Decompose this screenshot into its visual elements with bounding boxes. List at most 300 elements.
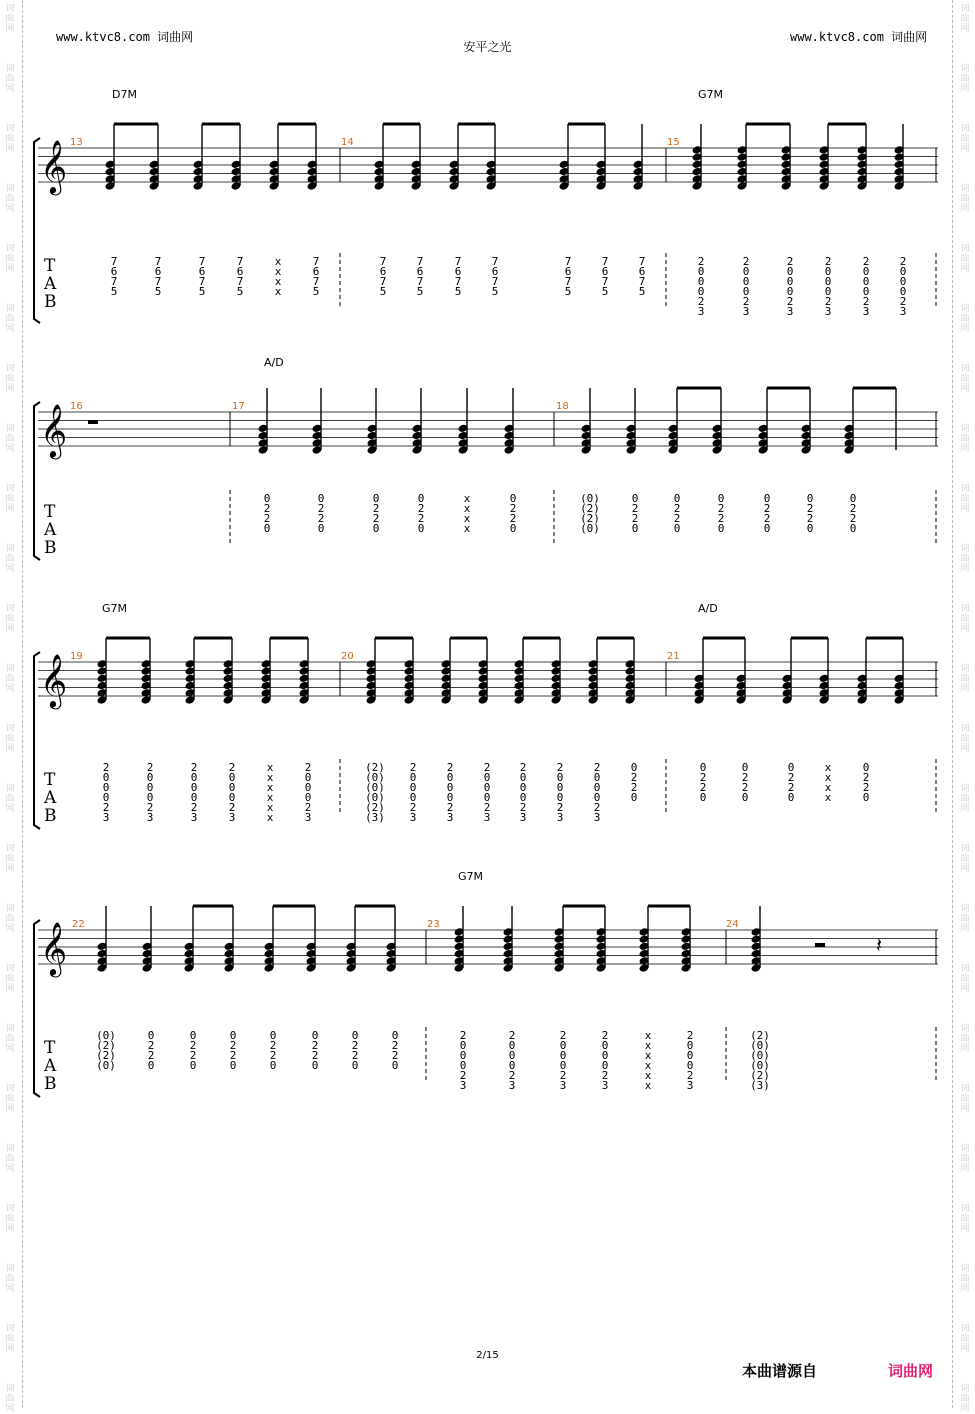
watermark-glyph: 词 曲 网 xyxy=(5,1324,15,1354)
tab-fret: 3 xyxy=(483,811,491,824)
tab-fret: 2 xyxy=(263,512,271,525)
tab-fret: x xyxy=(463,512,471,525)
tab-fret: 2 xyxy=(699,771,707,784)
tab-fret: x xyxy=(644,1029,652,1042)
tab-fret: 2 xyxy=(409,801,417,814)
tab-fret: (0) xyxy=(580,492,600,505)
tab-fret: 7 xyxy=(198,275,206,288)
watermark-glyph: 词 曲 网 xyxy=(5,4,15,34)
tab-fret: 0 xyxy=(483,781,491,794)
treble-clef-icon: 𝄞 xyxy=(40,921,68,975)
tab-fret: 2 xyxy=(862,781,870,794)
tab-fret: 3 xyxy=(697,305,705,318)
tab-fret: 2 xyxy=(459,1069,467,1082)
tab-fret: (0) xyxy=(365,791,385,804)
tab-fret: 2 xyxy=(593,761,601,774)
tab-fret: 7 xyxy=(198,255,206,268)
measure-number: 23 xyxy=(427,919,440,930)
chord-label: A/D xyxy=(264,356,284,369)
tab-fret: 2 xyxy=(372,502,380,515)
tab-fret: 0 xyxy=(742,265,750,278)
tab-fret: 0 xyxy=(459,1049,467,1062)
watermark-glyph: 词 曲 网 xyxy=(960,304,970,334)
tab-fret: x xyxy=(644,1039,652,1052)
tab-fret: 2 xyxy=(787,771,795,784)
tab-fret: 2 xyxy=(824,255,832,268)
tab-fret: 0 xyxy=(229,1059,237,1072)
tab-fret: 2 xyxy=(304,801,312,814)
tab-fret: 2 xyxy=(102,761,110,774)
tab-fret: 7 xyxy=(601,255,609,268)
tab-fret: 7 xyxy=(312,275,320,288)
tab-fret: 7 xyxy=(564,255,572,268)
tab-fret: 0 xyxy=(446,781,454,794)
tab-fret: 2 xyxy=(228,761,236,774)
tab-fret: 2 xyxy=(862,295,870,308)
tab-fret: 2 xyxy=(862,771,870,784)
tab-fret: x xyxy=(266,811,274,824)
tab-fret: (0) xyxy=(365,781,385,794)
tab-fret: 2 xyxy=(102,801,110,814)
tab-fret: 0 xyxy=(508,1039,516,1052)
tab-fret: (3) xyxy=(365,811,385,824)
tab-fret: 0 xyxy=(806,492,814,505)
tab-fret: 7 xyxy=(454,255,462,268)
tab-fret: 0 xyxy=(417,522,425,535)
tab-fret: x xyxy=(463,492,471,505)
tab-fret: 2 xyxy=(304,761,312,774)
tab-fret: 0 xyxy=(391,1059,399,1072)
tab-fret: 2 xyxy=(483,801,491,814)
tab-fret: x xyxy=(266,771,274,784)
tab-fret: 6 xyxy=(198,265,206,278)
chord-label: G7M xyxy=(698,88,724,101)
tab-fret: 0 xyxy=(459,1059,467,1072)
tab-fret: 2 xyxy=(147,1049,155,1062)
tab-fret: 2 xyxy=(190,801,198,814)
watermark-glyph: 词 曲 网 xyxy=(960,544,970,574)
tab-fret: x xyxy=(644,1079,652,1092)
tab-fret: 0 xyxy=(372,492,380,505)
tab-fret: 2 xyxy=(559,1069,567,1082)
tab-fret: 0 xyxy=(190,781,198,794)
watermark-glyph: 词 曲 网 xyxy=(5,724,15,754)
tab-fret: 0 xyxy=(229,1029,237,1042)
tab-fret: 5 xyxy=(198,285,206,298)
tab-fret: 7 xyxy=(379,255,387,268)
tab-fret: 0 xyxy=(786,265,794,278)
watermark-glyph: 词 曲 网 xyxy=(5,664,15,694)
tab-fret: 2 xyxy=(269,1039,277,1052)
tab-fret: 2 xyxy=(849,502,857,515)
tab-fret: 0 xyxy=(601,1039,609,1052)
tab-fret: 2 xyxy=(351,1049,359,1062)
tab-fret: 2 xyxy=(459,1029,467,1042)
tab-fret: 0 xyxy=(304,771,312,784)
watermark-glyph: 词 曲 网 xyxy=(960,784,970,814)
tab-fret: (0) xyxy=(750,1059,770,1072)
tab-fret: 3 xyxy=(102,811,110,824)
watermark-glyph: 词 曲 网 xyxy=(5,424,15,454)
tab-fret: x xyxy=(274,275,282,288)
tab-fret: 2 xyxy=(824,295,832,308)
tab-fret: 5 xyxy=(236,285,244,298)
watermark-glyph: 词 曲 网 xyxy=(960,844,970,874)
tab-fret: 0 xyxy=(146,791,154,804)
tab-fret: 0 xyxy=(559,1039,567,1052)
measure-number: 15 xyxy=(667,137,680,148)
tab-fret: 2 xyxy=(697,295,705,308)
tab-fret: 0 xyxy=(763,522,771,535)
tab-fret: 3 xyxy=(459,1079,467,1092)
tab-fret: 2 xyxy=(189,1049,197,1062)
tab-fret: 2 xyxy=(146,801,154,814)
tab-fret: (2) xyxy=(580,502,600,515)
tab-fret: 0 xyxy=(741,791,749,804)
tab-fret: 3 xyxy=(304,811,312,824)
tab-fret: 0 xyxy=(269,1059,277,1072)
watermark-glyph: 词 曲 网 xyxy=(960,124,970,154)
watermark-glyph: 词 曲 网 xyxy=(5,244,15,274)
tab-fret: 0 xyxy=(483,791,491,804)
tab-fret: 2 xyxy=(763,502,771,515)
tab-fret: 2 xyxy=(269,1049,277,1062)
tab-fret: 0 xyxy=(409,771,417,784)
tab-fret: 2 xyxy=(601,1029,609,1042)
tab-fret: 2 xyxy=(899,295,907,308)
tab-fret: 0 xyxy=(559,1049,567,1062)
tab-label: T A B xyxy=(44,1038,57,1094)
tab-fret: 7 xyxy=(454,275,462,288)
tab-fret: 6 xyxy=(601,265,609,278)
tab-fret: 2 xyxy=(147,1039,155,1052)
watermark-glyph: 词 曲 网 xyxy=(5,1144,15,1174)
tab-fret: 2 xyxy=(317,502,325,515)
watermark-glyph: 词 曲 网 xyxy=(960,1324,970,1354)
tab-fret: 2 xyxy=(190,761,198,774)
tab-fret: 2 xyxy=(146,761,154,774)
tab-fret: 3 xyxy=(742,305,750,318)
tab-fret: 0 xyxy=(899,275,907,288)
tab-fret: 0 xyxy=(786,285,794,298)
tab-fret: 0 xyxy=(673,492,681,505)
tab-fret: 0 xyxy=(269,1029,277,1042)
tab-fret: 6 xyxy=(154,265,162,278)
tab-fret: (0) xyxy=(365,771,385,784)
tab-fret: 7 xyxy=(236,255,244,268)
tab-fret: 0 xyxy=(601,1049,609,1062)
measure-number: 17 xyxy=(232,401,245,412)
tab-fret: 3 xyxy=(601,1079,609,1092)
tab-fret: 2 xyxy=(391,1039,399,1052)
measure-number: 22 xyxy=(72,919,85,930)
tab-fret: 2 xyxy=(717,512,725,525)
tab-fret: 5 xyxy=(416,285,424,298)
tab-fret: 2 xyxy=(351,1039,359,1052)
tab-fret: 0 xyxy=(102,791,110,804)
tab-fret: 0 xyxy=(763,492,771,505)
watermark-glyph: 词 曲 网 xyxy=(960,424,970,454)
tab-fret: 0 xyxy=(630,761,638,774)
source-site-link[interactable]: 词曲网 xyxy=(888,1362,934,1380)
tab-fret: 0 xyxy=(824,265,832,278)
measure-number: 19 xyxy=(70,651,83,662)
tab-fret: 0 xyxy=(673,522,681,535)
tab-fret: 2 xyxy=(717,502,725,515)
tab-fret: 2 xyxy=(317,512,325,525)
tab-fret: 2 xyxy=(786,255,794,268)
treble-clef-icon: 𝄞 xyxy=(40,139,68,193)
watermark-glyph: 词 曲 网 xyxy=(960,1024,970,1054)
tab-fret: 0 xyxy=(787,791,795,804)
tab-fret: 0 xyxy=(102,771,110,784)
tab-fret: 3 xyxy=(409,811,417,824)
watermark-glyph: 词 曲 网 xyxy=(960,664,970,694)
tab-fret: 0 xyxy=(556,781,564,794)
tab-fret: 0 xyxy=(697,275,705,288)
tab-fret: 2 xyxy=(229,1049,237,1062)
tab-fret: 2 xyxy=(519,761,527,774)
tab-fret: x xyxy=(463,522,471,535)
tab-fret: 2 xyxy=(742,255,750,268)
tab-fret: (0) xyxy=(96,1029,116,1042)
tab-fret: (2) xyxy=(750,1029,770,1042)
tab-fret: 0 xyxy=(189,1029,197,1042)
watermark-glyph: 词 曲 网 xyxy=(5,904,15,934)
tab-fret: 0 xyxy=(147,1029,155,1042)
tab-fret: 7 xyxy=(110,255,118,268)
chord-label: A/D xyxy=(698,602,718,615)
tab-fret: 2 xyxy=(446,761,454,774)
tab-fret: 0 xyxy=(862,791,870,804)
tab-fret: x xyxy=(824,771,832,784)
tab-fret: 6 xyxy=(110,265,118,278)
tab-fret: 3 xyxy=(559,1079,567,1092)
tab-fret: 0 xyxy=(372,522,380,535)
watermark-glyph: 词 曲 网 xyxy=(960,604,970,634)
tab-fret: 0 xyxy=(228,781,236,794)
tab-fret: 0 xyxy=(849,492,857,505)
site-header-right[interactable]: www.ktvc8.com 词曲网 xyxy=(790,30,928,44)
tab-fret: 3 xyxy=(686,1079,694,1092)
tab-fret: x xyxy=(644,1059,652,1072)
tab-fret: x xyxy=(266,791,274,804)
tab-fret: 5 xyxy=(110,285,118,298)
tab-fret: 3 xyxy=(508,1079,516,1092)
tab-fret: (2) xyxy=(96,1049,116,1062)
watermark-glyph: 词 曲 网 xyxy=(5,364,15,394)
tab-fret: 2 xyxy=(229,1039,237,1052)
tab-fret: 0 xyxy=(899,265,907,278)
tab-fret: x xyxy=(824,781,832,794)
treble-clef-icon: 𝄞 xyxy=(40,653,68,707)
chord-label: G7M xyxy=(102,602,128,615)
tab-fret: 0 xyxy=(317,522,325,535)
watermark-glyph: 词 曲 网 xyxy=(5,1084,15,1114)
tab-fret: 0 xyxy=(446,771,454,784)
tab-fret: 0 xyxy=(483,771,491,784)
tab-fret: 0 xyxy=(263,492,271,505)
tab-fret: 0 xyxy=(686,1039,694,1052)
watermark-glyph: 词 曲 网 xyxy=(5,1264,15,1294)
tab-fret: (2) xyxy=(365,801,385,814)
tab-fret: (3) xyxy=(750,1079,770,1092)
tab-fret: 0 xyxy=(556,791,564,804)
tab-fret: 6 xyxy=(236,265,244,278)
tab-fret: 6 xyxy=(638,265,646,278)
tab-fret: 6 xyxy=(491,265,499,278)
tab-fret: 3 xyxy=(862,305,870,318)
watermark-glyph: 词 曲 网 xyxy=(5,544,15,574)
tab-fret: x xyxy=(274,255,282,268)
tab-fret: 7 xyxy=(491,275,499,288)
tab-fret: x xyxy=(644,1049,652,1062)
watermark-glyph: 词 曲 网 xyxy=(5,964,15,994)
tab-fret: 0 xyxy=(717,492,725,505)
tab-fret: 0 xyxy=(228,791,236,804)
tab-fret: 2 xyxy=(806,512,814,525)
tab-fret: (2) xyxy=(365,761,385,774)
chord-label: G7M xyxy=(458,870,484,883)
tab-fret: 6 xyxy=(454,265,462,278)
tab-fret: 0 xyxy=(190,771,198,784)
watermark-glyph: 词 曲 网 xyxy=(5,844,15,874)
tab-fret: x xyxy=(824,791,832,804)
tab-fret: 2 xyxy=(806,502,814,515)
quarter-rest-icon: 𝄽 xyxy=(876,933,883,957)
tab-fret: 0 xyxy=(509,522,517,535)
site-header-left[interactable]: www.ktvc8.com 词曲网 xyxy=(56,30,194,44)
measure-number: 20 xyxy=(341,651,354,662)
tab-fret: 7 xyxy=(110,275,118,288)
tab-fret: 0 xyxy=(519,791,527,804)
tab-fret: 2 xyxy=(601,1069,609,1082)
tab-fret: 0 xyxy=(556,771,564,784)
tab-fret: 2 xyxy=(509,502,517,515)
measure-number: 14 xyxy=(341,137,354,148)
tab-fret: 0 xyxy=(601,1059,609,1072)
tab-fret: 7 xyxy=(638,255,646,268)
watermark-glyph: 词 曲 网 xyxy=(5,784,15,814)
tab-fret: 2 xyxy=(228,801,236,814)
tab-fret: x xyxy=(463,502,471,515)
watermark-glyph: 词 曲 网 xyxy=(960,1204,970,1234)
tab-fret: 0 xyxy=(351,1059,359,1072)
tab-fret: 0 xyxy=(862,275,870,288)
tab-fret: 0 xyxy=(824,275,832,288)
tab-fret: 5 xyxy=(564,285,572,298)
tab-fret: 7 xyxy=(416,275,424,288)
watermark-glyph: 词 曲 网 xyxy=(5,64,15,94)
tab-fret: 2 xyxy=(786,295,794,308)
tab-fret: 0 xyxy=(593,781,601,794)
watermark-glyph: 词 曲 网 xyxy=(960,964,970,994)
tab-fret: 3 xyxy=(519,811,527,824)
tab-fret: x xyxy=(266,801,274,814)
tab-fret: 0 xyxy=(593,791,601,804)
tab-fret: 3 xyxy=(228,811,236,824)
tab-fret: 0 xyxy=(862,761,870,774)
tab-fret: 2 xyxy=(787,781,795,794)
tab-fret: 2 xyxy=(189,1039,197,1052)
tab-label: T A B xyxy=(44,770,57,826)
tab-fret: 3 xyxy=(146,811,154,824)
watermark-glyph: 词 曲 网 xyxy=(960,1264,970,1294)
tab-fret: 2 xyxy=(697,255,705,268)
tab-fret: 5 xyxy=(154,285,162,298)
tab-fret: 0 xyxy=(806,522,814,535)
tab-fret: 0 xyxy=(862,285,870,298)
tab-fret: 2 xyxy=(263,502,271,515)
tab-fret: 0 xyxy=(317,492,325,505)
tab-fret: (0) xyxy=(750,1039,770,1052)
half-rest-icon xyxy=(88,420,98,424)
watermark-glyph: 词 曲 网 xyxy=(5,484,15,514)
measure-number: 18 xyxy=(556,401,569,412)
tab-fret: 0 xyxy=(787,761,795,774)
tab-fret: 2 xyxy=(686,1029,694,1042)
tab-fret: 2 xyxy=(519,801,527,814)
tab-fret: 0 xyxy=(717,522,725,535)
tab-fret: 3 xyxy=(190,811,198,824)
tab-fret: 5 xyxy=(454,285,462,298)
tab-fret: 0 xyxy=(147,1059,155,1072)
tab-fret: 2 xyxy=(556,761,564,774)
tab-fret: 6 xyxy=(416,265,424,278)
watermark-glyph: 词 曲 网 xyxy=(960,184,970,214)
watermark-glyph: 词 曲 网 xyxy=(960,904,970,934)
tab-fret: 2 xyxy=(372,512,380,525)
tab-fret: x xyxy=(644,1069,652,1082)
tab-fret: 0 xyxy=(508,1049,516,1062)
tab-fret: 2 xyxy=(742,295,750,308)
tab-fret: 2 xyxy=(849,512,857,525)
tab-fret: 2 xyxy=(311,1049,319,1062)
tab-fret: 2 xyxy=(673,502,681,515)
tab-fret: 0 xyxy=(862,265,870,278)
tab-fret: 7 xyxy=(416,255,424,268)
tab-fret: 0 xyxy=(519,781,527,794)
tab-fret: 7 xyxy=(154,255,162,268)
tab-fret: 7 xyxy=(638,275,646,288)
tab-fret: 0 xyxy=(699,761,707,774)
tab-fret: 2 xyxy=(559,1029,567,1042)
tab-fret: 2 xyxy=(508,1029,516,1042)
tab-fret: 0 xyxy=(459,1039,467,1052)
tab-fret: 0 xyxy=(146,771,154,784)
tab-fret: 0 xyxy=(631,492,639,505)
tab-fret: 0 xyxy=(311,1029,319,1042)
tab-fret: 2 xyxy=(483,761,491,774)
watermark-glyph: 词 曲 网 xyxy=(960,1384,970,1414)
tab-fret: 0 xyxy=(190,791,198,804)
watermark-glyph: 词 曲 网 xyxy=(5,184,15,214)
watermark-glyph: 词 曲 网 xyxy=(5,1024,15,1054)
tab-fret: 0 xyxy=(824,285,832,298)
tab-fret: (2) xyxy=(750,1069,770,1082)
tab-fret: 2 xyxy=(417,512,425,525)
tab-fret: 0 xyxy=(508,1059,516,1072)
tab-fret: 0 xyxy=(417,492,425,505)
tab-fret: 0 xyxy=(631,522,639,535)
tab-fret: 2 xyxy=(409,761,417,774)
tab-fret: 0 xyxy=(593,771,601,784)
tab-fret: 0 xyxy=(189,1059,197,1072)
tab-fret: (0) xyxy=(580,522,600,535)
tab-fret: 7 xyxy=(154,275,162,288)
tab-fret: (2) xyxy=(96,1039,116,1052)
tab-fret: 0 xyxy=(697,285,705,298)
